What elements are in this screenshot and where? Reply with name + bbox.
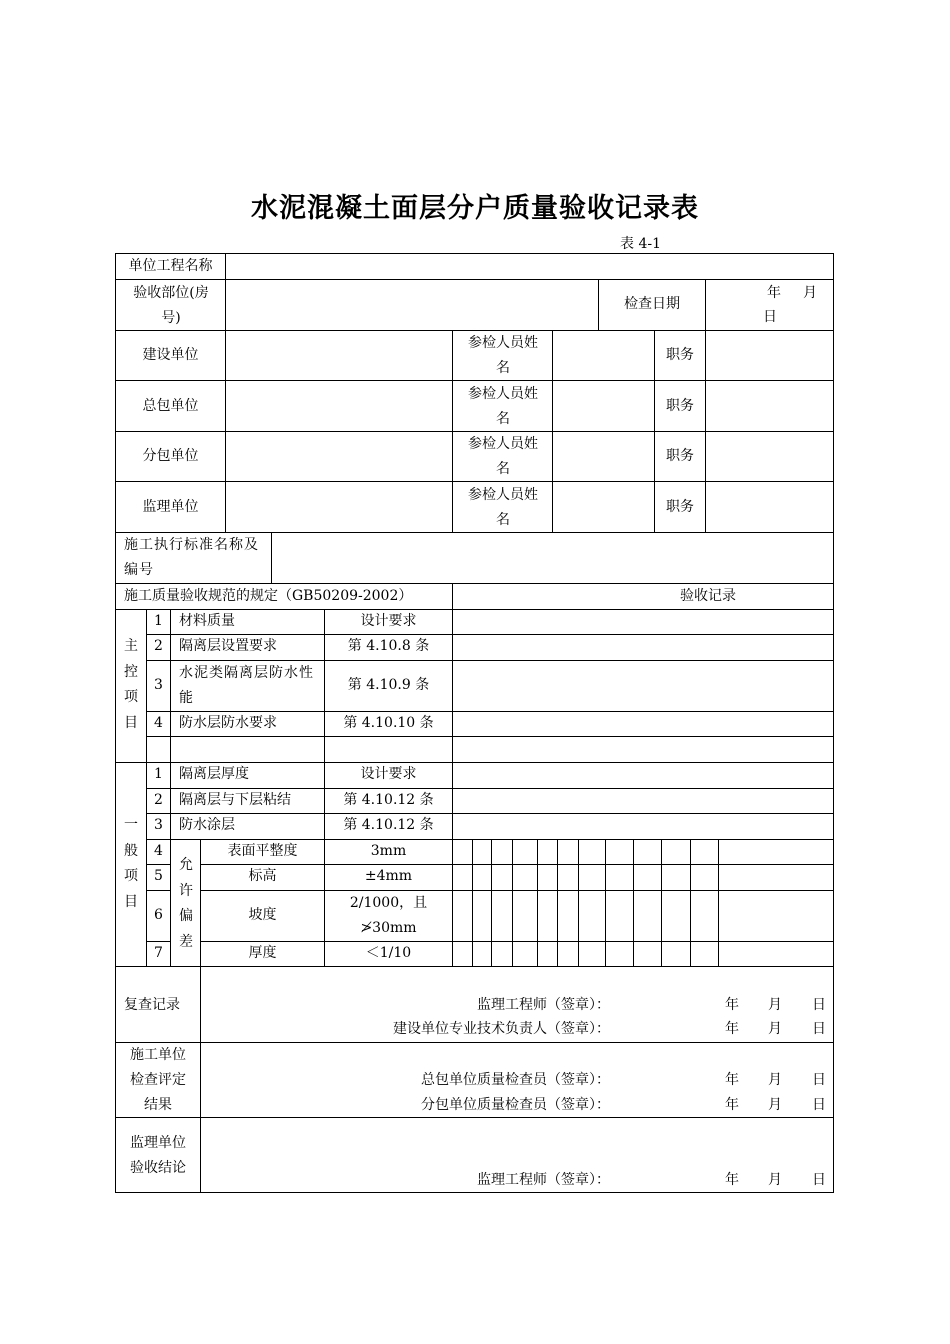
row-item: 材料质量 bbox=[179, 613, 235, 629]
unit-label-sub: 分包单位 bbox=[142, 448, 199, 464]
sign-year: 年 bbox=[725, 1172, 739, 1188]
supervision-label: 监理单位验收结论 bbox=[130, 1135, 186, 1176]
row-req: 第 4.10.12 条 bbox=[343, 792, 434, 808]
row-no: 6 bbox=[154, 907, 163, 923]
participant-label: 参检人员姓名 bbox=[468, 386, 538, 427]
row-req: ＜1/10 bbox=[365, 945, 412, 961]
row-no: 3 bbox=[154, 817, 163, 833]
position-label: 职务 bbox=[666, 448, 694, 464]
row-item: 坡度 bbox=[248, 907, 277, 923]
row-req: 设计要求 bbox=[360, 613, 417, 629]
date-year: 年 bbox=[767, 285, 781, 301]
row-req: 第 4.10.8 条 bbox=[347, 638, 430, 654]
document-title: 水泥混凝土面层分户质量验收记录表 bbox=[251, 193, 699, 224]
table-number: 表 4-1 bbox=[620, 236, 661, 252]
sign-year: 年 bbox=[725, 1097, 739, 1113]
row-req: ±4mm bbox=[364, 868, 413, 884]
row-req: 第 4.10.10 条 bbox=[343, 715, 434, 731]
sign-day: 日 bbox=[812, 997, 826, 1013]
row-no: 5 bbox=[154, 868, 163, 884]
row-req: 2/1000，且 bbox=[349, 895, 428, 911]
position-label: 职务 bbox=[666, 499, 694, 515]
row-req: 第 4.10.12 条 bbox=[343, 817, 434, 833]
unit-label-supervision: 监理单位 bbox=[142, 499, 199, 515]
row-req: 第 4.10.9 条 bbox=[347, 677, 430, 693]
sign-day: 日 bbox=[812, 1172, 826, 1188]
row-req: ≯30mm bbox=[360, 920, 417, 936]
row-no: 2 bbox=[154, 792, 163, 808]
check-date-label: 检查日期 bbox=[624, 296, 680, 312]
sign-month: 月 bbox=[768, 997, 782, 1013]
participant-label: 参检人员姓名 bbox=[468, 436, 538, 477]
allow-deviation-label: 允许偏差 bbox=[179, 857, 193, 950]
participant-label: 参检人员姓名 bbox=[468, 335, 538, 376]
sub-inspector-sign: 分包单位质量检查员（签章）： bbox=[421, 1097, 610, 1113]
unit-project-name-label: 单位工程名称 bbox=[128, 258, 213, 274]
unit-label-general: 总包单位 bbox=[142, 398, 199, 414]
record-label: 验收记录 bbox=[680, 588, 736, 604]
row-no: 2 bbox=[154, 638, 163, 654]
row-no: 4 bbox=[154, 843, 163, 859]
sign-year: 年 bbox=[725, 997, 739, 1013]
row-no: 4 bbox=[154, 715, 163, 731]
row-item: 防水层防水要求 bbox=[179, 715, 277, 731]
sign-day: 日 bbox=[812, 1072, 826, 1088]
sign-month: 月 bbox=[768, 1097, 782, 1113]
row-item: 水泥类隔离层防水性能 bbox=[179, 665, 314, 706]
position-label: 职务 bbox=[666, 347, 694, 363]
owner-tech-sign: 建设单位专业技术负责人（签章）： bbox=[393, 1021, 610, 1037]
row-item: 表面平整度 bbox=[227, 843, 298, 859]
supervisor-sign: 监理工程师（签章）： bbox=[477, 997, 610, 1013]
sign-day: 日 bbox=[812, 1097, 826, 1113]
row-item: 厚度 bbox=[248, 945, 277, 961]
position-label: 职务 bbox=[666, 398, 694, 414]
general-label: 一般项目 bbox=[124, 817, 138, 910]
sign-year: 年 bbox=[725, 1072, 739, 1088]
row-no: 7 bbox=[154, 945, 163, 961]
row-item: 标高 bbox=[248, 868, 277, 884]
accept-part-label: 验收部位(房号) bbox=[133, 285, 209, 326]
row-item: 隔离层厚度 bbox=[179, 766, 249, 782]
row-no: 1 bbox=[154, 766, 163, 782]
standard-label: 施工执行标准名称及编号 bbox=[124, 537, 259, 578]
row-item: 防水涂层 bbox=[179, 817, 235, 833]
row-item: 隔离层与下层粘结 bbox=[179, 792, 291, 808]
sign-month: 月 bbox=[768, 1172, 782, 1188]
spec-label: 施工质量验收规范的规定（GB50209-2002） bbox=[124, 588, 413, 604]
main-control-label: 主控项目 bbox=[124, 638, 138, 731]
sign-day: 日 bbox=[812, 1021, 826, 1037]
sign-month: 月 bbox=[768, 1072, 782, 1088]
date-month: 月 bbox=[803, 285, 817, 301]
date-day: 日 bbox=[763, 309, 777, 325]
construction-label: 施工单位检查评定结果 bbox=[130, 1047, 186, 1113]
review-label: 复查记录 bbox=[124, 997, 180, 1013]
row-no: 3 bbox=[154, 677, 163, 693]
sign-month: 月 bbox=[768, 1021, 782, 1037]
supervisor-conclusion-sign: 监理工程师（签章）： bbox=[477, 1172, 610, 1188]
participant-label: 参检人员姓名 bbox=[468, 487, 538, 528]
row-req: 设计要求 bbox=[360, 766, 417, 782]
row-no: 1 bbox=[154, 613, 163, 629]
row-item: 隔离层设置要求 bbox=[179, 638, 277, 654]
general-inspector-sign: 总包单位质量检查员（签章）： bbox=[421, 1072, 610, 1088]
sign-year: 年 bbox=[725, 1021, 739, 1037]
unit-label-owner: 建设单位 bbox=[142, 347, 199, 363]
row-req: 3mm bbox=[370, 843, 407, 859]
